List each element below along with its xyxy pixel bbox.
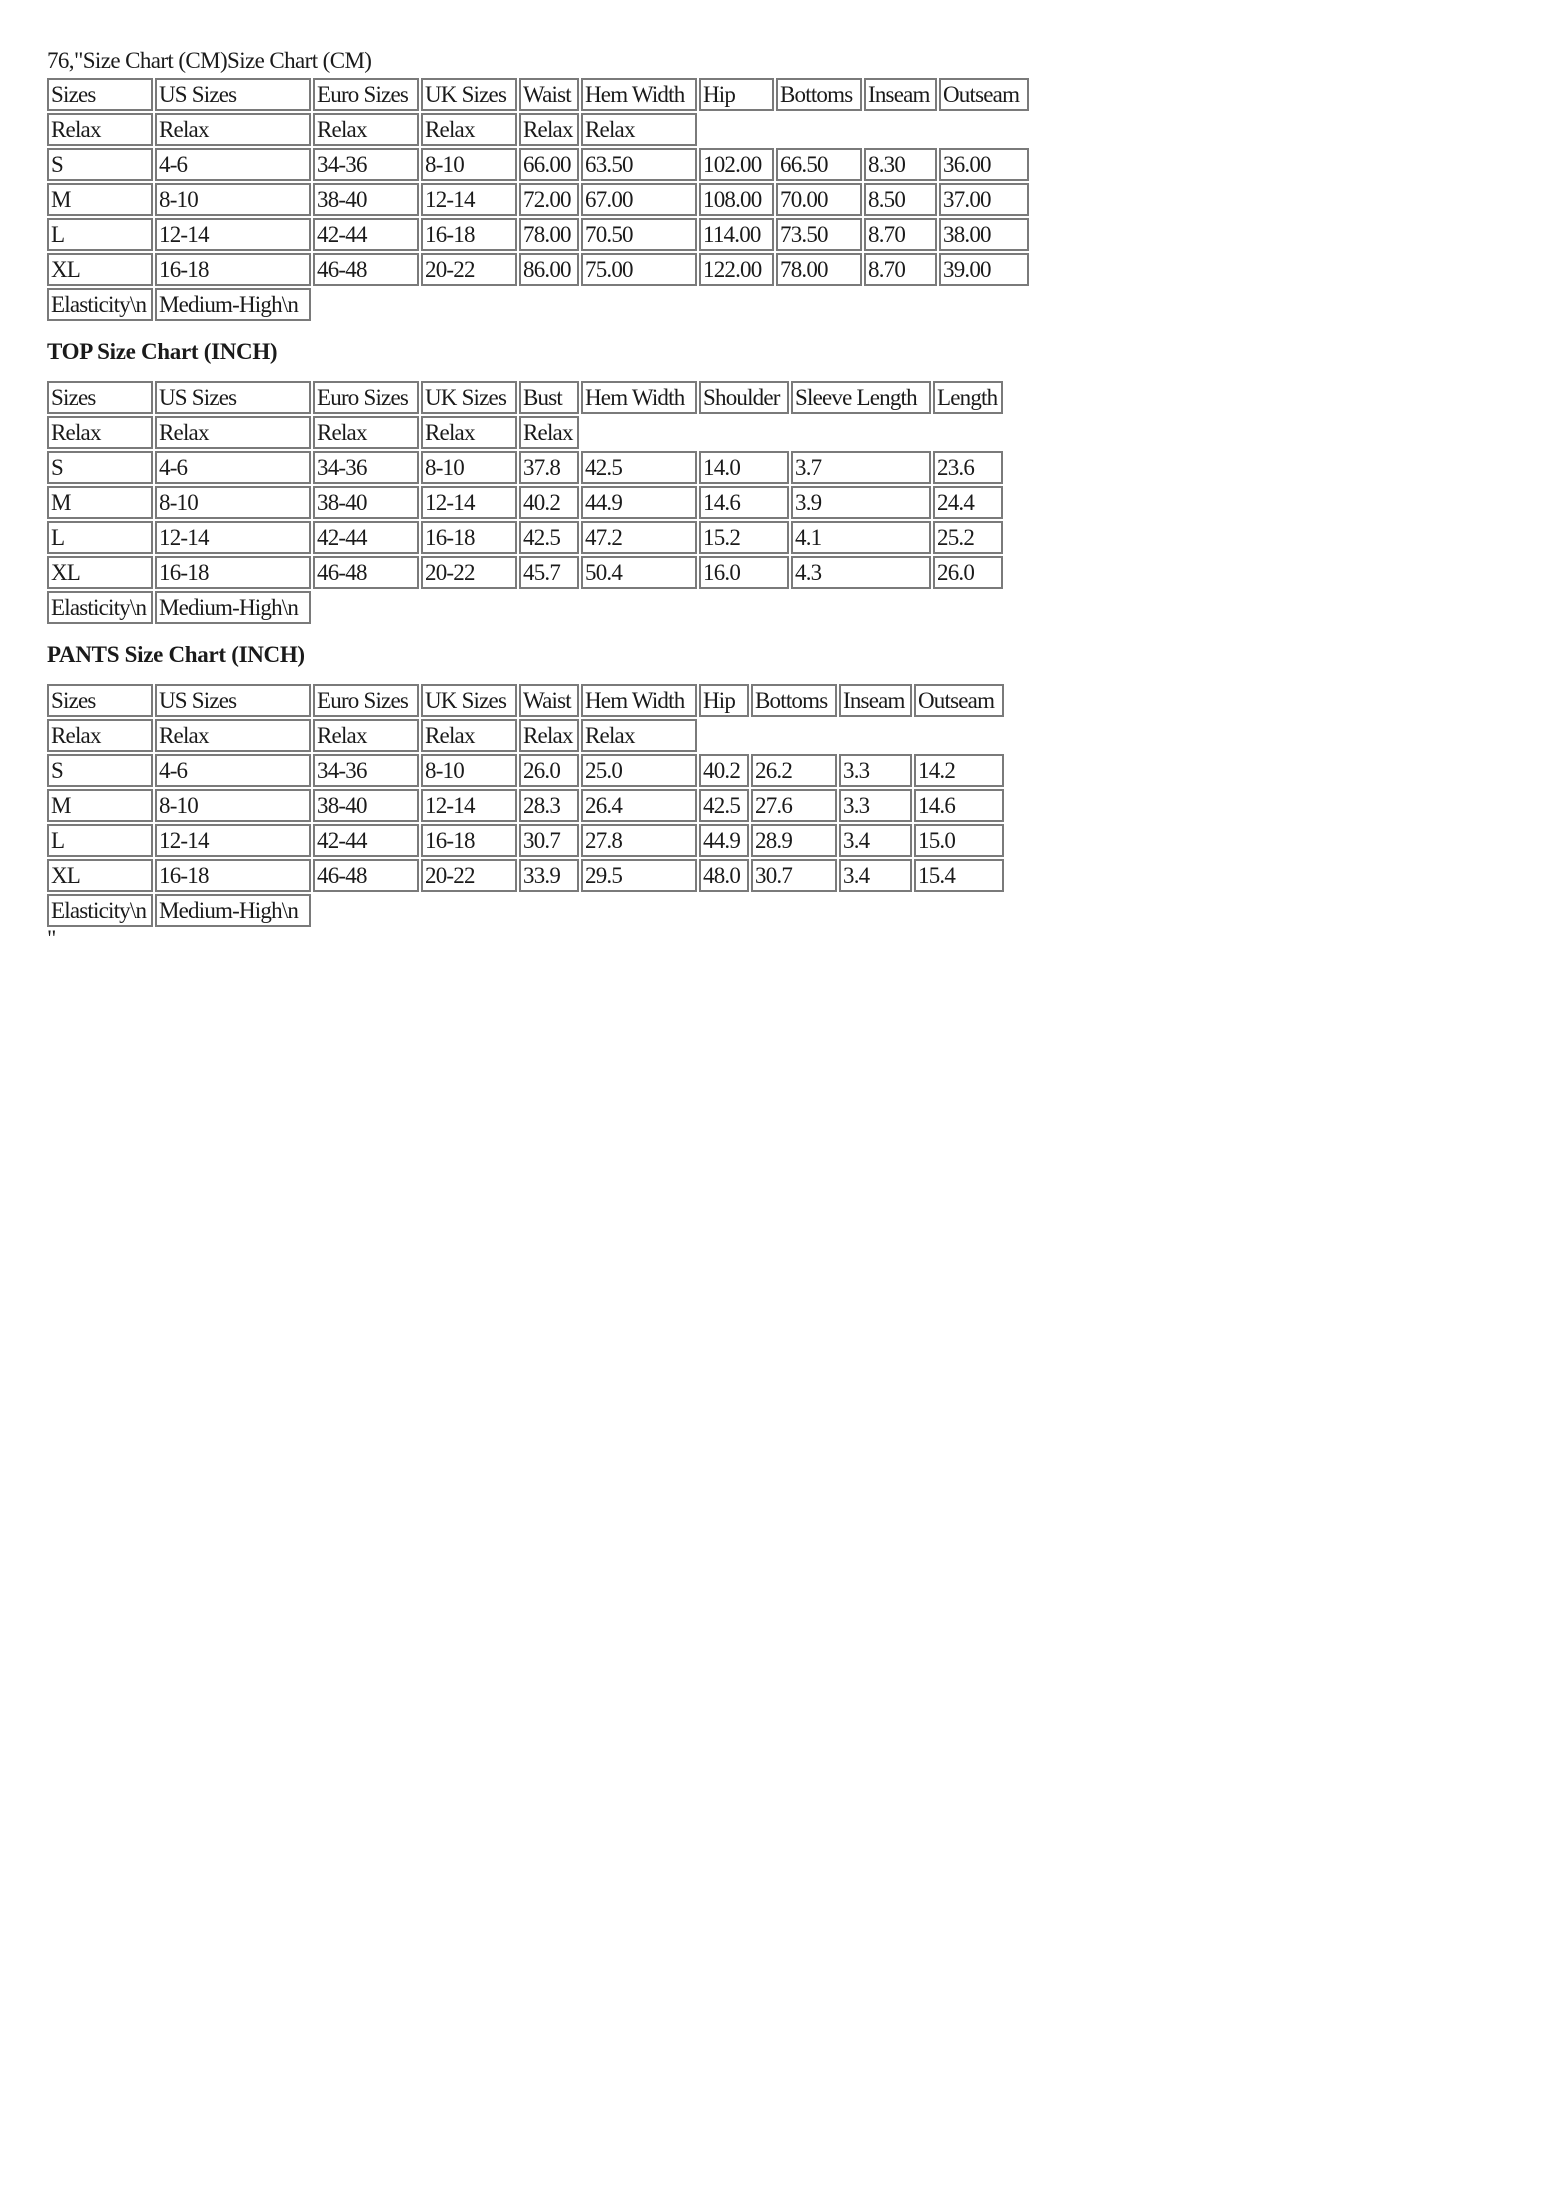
- table-cell: 8-10: [155, 789, 311, 822]
- table-cell: 78.00: [519, 218, 579, 251]
- section-title: PANTS Size Chart (INCH): [47, 642, 305, 667]
- table-cell: 3.4: [839, 859, 912, 892]
- table-cell: Relax: [155, 113, 311, 146]
- table-cell: 8.70: [864, 218, 937, 251]
- table-cell: US Sizes: [155, 381, 311, 414]
- table-cell: 26.4: [581, 789, 697, 822]
- table-cell: 48.0: [699, 859, 749, 892]
- table-cell: 16-18: [421, 521, 517, 554]
- table-row: [47, 556, 1003, 589]
- table-elasticity-row: [47, 288, 1029, 321]
- empty-cell: [864, 288, 937, 321]
- table-cell: 24.4: [933, 486, 1003, 519]
- table-cell: XL: [47, 253, 153, 286]
- table-cell: 8.50: [864, 183, 937, 216]
- table-cell: 14.0: [699, 451, 789, 484]
- table-row: [47, 486, 1003, 519]
- empty-cell: [421, 894, 517, 927]
- table-cell: 122.00: [699, 253, 774, 286]
- table-cell: 86.00: [519, 253, 579, 286]
- table-cell: 3.7: [791, 451, 931, 484]
- table-cell: 39.00: [939, 253, 1029, 286]
- table-cell: 42.5: [519, 521, 579, 554]
- empty-cell: [933, 591, 1003, 624]
- empty-cell: [914, 894, 1004, 927]
- table-cell: 102.00: [699, 148, 774, 181]
- table-cell: 4-6: [155, 754, 311, 787]
- table-cell: Hem Width: [581, 381, 697, 414]
- table-cell: Inseam: [839, 684, 912, 717]
- empty-cell: [839, 719, 912, 752]
- empty-cell: [751, 894, 837, 927]
- empty-cell: [519, 591, 579, 624]
- table-cell: 34-36: [313, 754, 419, 787]
- document-page: [47, 46, 1031, 949]
- table-row: [47, 789, 1004, 822]
- table-cell: 44.9: [699, 824, 749, 857]
- table-cell: Elasticity\n: [47, 591, 153, 624]
- table-cell: 70.50: [581, 218, 697, 251]
- table-row: [47, 824, 1004, 857]
- table-cell: Relax: [47, 719, 153, 752]
- table-cell: 8-10: [421, 754, 517, 787]
- table-cell: 12-14: [155, 824, 311, 857]
- empty-cell: [791, 591, 931, 624]
- table-cell: 30.7: [751, 859, 837, 892]
- table-cell: 3.3: [839, 789, 912, 822]
- table-cell: Sizes: [47, 381, 153, 414]
- empty-cell: [581, 591, 697, 624]
- empty-cell: [313, 288, 419, 321]
- table-cell: 73.50: [776, 218, 862, 251]
- table-cell: 50.4: [581, 556, 697, 589]
- table-cell: 38.00: [939, 218, 1029, 251]
- table-cell: 20-22: [421, 556, 517, 589]
- table-cell: Sizes: [47, 78, 153, 111]
- table-cell: Length: [933, 381, 1003, 414]
- table-cell: 15.0: [914, 824, 1004, 857]
- table-cell: 16-18: [155, 556, 311, 589]
- table-cell: 8.30: [864, 148, 937, 181]
- table-cell: 70.00: [776, 183, 862, 216]
- table-cell: 26.0: [519, 754, 579, 787]
- empty-cell: [699, 113, 774, 146]
- empty-cell: [519, 894, 579, 927]
- table-cell: S: [47, 148, 153, 181]
- size-chart-section: [47, 76, 1031, 323]
- table-cell: 8-10: [421, 451, 517, 484]
- table-cell: 66.50: [776, 148, 862, 181]
- table-cell: Relax: [421, 416, 517, 449]
- table-cell: 28.9: [751, 824, 837, 857]
- table-cell: Relax: [47, 113, 153, 146]
- trailing-quote: ": [47, 926, 57, 951]
- table-cell: 8-10: [155, 183, 311, 216]
- table-elasticity-row: [47, 591, 1003, 624]
- table-cell: Sizes: [47, 684, 153, 717]
- table-cell: 38-40: [313, 183, 419, 216]
- table-cell: US Sizes: [155, 78, 311, 111]
- size-chart-table: [45, 682, 1006, 929]
- size-chart-tables: [47, 76, 1031, 929]
- table-cell: Relax: [581, 719, 697, 752]
- table-cell: UK Sizes: [421, 381, 517, 414]
- table-cell: 45.7: [519, 556, 579, 589]
- size-chart-section: [47, 337, 1031, 626]
- table-cell: 25.2: [933, 521, 1003, 554]
- table-cell: 75.00: [581, 253, 697, 286]
- table-cell: Hem Width: [581, 684, 697, 717]
- table-cell: Relax: [519, 113, 579, 146]
- table-row: [47, 148, 1029, 181]
- table-relax-row: [47, 416, 1003, 449]
- table-cell: Relax: [313, 416, 419, 449]
- table-header-row: [47, 78, 1029, 111]
- table-cell: 38-40: [313, 486, 419, 519]
- table-cell: Elasticity\n: [47, 288, 153, 321]
- table-cell: L: [47, 218, 153, 251]
- table-cell: 12-14: [421, 486, 517, 519]
- table-cell: 4-6: [155, 451, 311, 484]
- table-cell: 12-14: [421, 183, 517, 216]
- empty-cell: [421, 591, 517, 624]
- table-cell: 28.3: [519, 789, 579, 822]
- table-cell: Sleeve Length: [791, 381, 931, 414]
- table-cell: 46-48: [313, 253, 419, 286]
- table-cell: 4.1: [791, 521, 931, 554]
- table-cell: 29.5: [581, 859, 697, 892]
- table-row: [47, 521, 1003, 554]
- table-row: [47, 451, 1003, 484]
- table-cell: 46-48: [313, 859, 419, 892]
- table-cell: 20-22: [421, 859, 517, 892]
- table-cell: Relax: [313, 719, 419, 752]
- table-cell: Bottoms: [776, 78, 862, 111]
- table-cell: Hip: [699, 78, 774, 111]
- table-cell: 40.2: [519, 486, 579, 519]
- table-cell: 33.9: [519, 859, 579, 892]
- table-cell: 8-10: [155, 486, 311, 519]
- table-cell: 38-40: [313, 789, 419, 822]
- empty-cell: [939, 288, 1029, 321]
- table-cell: Outseam: [939, 78, 1029, 111]
- table-elasticity-row: [47, 894, 1004, 927]
- table-cell: 4-6: [155, 148, 311, 181]
- table-cell: 15.4: [914, 859, 1004, 892]
- table-cell: 66.00: [519, 148, 579, 181]
- table-cell: 46-48: [313, 556, 419, 589]
- table-cell: Relax: [421, 113, 517, 146]
- table-cell: 3.3: [839, 754, 912, 787]
- table-row: [47, 253, 1029, 286]
- table-cell: 27.6: [751, 789, 837, 822]
- table-cell: 16-18: [155, 253, 311, 286]
- table-cell: 8.70: [864, 253, 937, 286]
- empty-cell: [581, 288, 697, 321]
- table-cell: 16.0: [699, 556, 789, 589]
- empty-cell: [933, 416, 1003, 449]
- table-row: [47, 754, 1004, 787]
- table-relax-row: [47, 113, 1029, 146]
- table-row: [47, 218, 1029, 251]
- table-cell: M: [47, 789, 153, 822]
- table-cell: 72.00: [519, 183, 579, 216]
- empty-cell: [699, 894, 749, 927]
- table-cell: 34-36: [313, 148, 419, 181]
- table-cell: 8-10: [421, 148, 517, 181]
- table-cell: 42.5: [699, 789, 749, 822]
- table-cell: 30.7: [519, 824, 579, 857]
- table-cell: Relax: [313, 113, 419, 146]
- empty-cell: [699, 288, 774, 321]
- table-cell: 36.00: [939, 148, 1029, 181]
- table-cell: S: [47, 451, 153, 484]
- table-cell: 12-14: [155, 521, 311, 554]
- table-cell: Medium-High\n: [155, 591, 311, 624]
- empty-cell: [776, 288, 862, 321]
- size-chart-section: [47, 640, 1031, 929]
- size-chart-table: [45, 379, 1005, 626]
- table-cell: Medium-High\n: [155, 894, 311, 927]
- empty-cell: [421, 288, 517, 321]
- table-cell: 114.00: [699, 218, 774, 251]
- table-cell: 37.00: [939, 183, 1029, 216]
- table-cell: Waist: [519, 684, 579, 717]
- table-cell: Relax: [155, 416, 311, 449]
- empty-cell: [939, 113, 1029, 146]
- table-cell: 67.00: [581, 183, 697, 216]
- table-cell: Relax: [581, 113, 697, 146]
- table-cell: L: [47, 824, 153, 857]
- table-cell: 23.6: [933, 451, 1003, 484]
- table-cell: 42-44: [313, 218, 419, 251]
- table-cell: 16-18: [155, 859, 311, 892]
- table-cell: 42-44: [313, 521, 419, 554]
- table-cell: 12-14: [155, 218, 311, 251]
- table-cell: Elasticity\n: [47, 894, 153, 927]
- table-cell: 47.2: [581, 521, 697, 554]
- table-cell: UK Sizes: [421, 684, 517, 717]
- table-cell: 42-44: [313, 824, 419, 857]
- table-cell: Bust: [519, 381, 579, 414]
- table-cell: Hip: [699, 684, 749, 717]
- table-cell: Euro Sizes: [313, 684, 419, 717]
- header-line: 76,"Size Chart (CM)Size Chart (CM): [47, 48, 372, 73]
- empty-cell: [699, 719, 749, 752]
- table-cell: 78.00: [776, 253, 862, 286]
- table-cell: 14.6: [914, 789, 1004, 822]
- table-cell: 15.2: [699, 521, 789, 554]
- table-cell: 42.5: [581, 451, 697, 484]
- empty-cell: [581, 416, 697, 449]
- table-cell: Euro Sizes: [313, 78, 419, 111]
- table-cell: 26.0: [933, 556, 1003, 589]
- empty-cell: [914, 719, 1004, 752]
- empty-cell: [751, 719, 837, 752]
- table-cell: Shoulder: [699, 381, 789, 414]
- empty-cell: [581, 894, 697, 927]
- table-cell: L: [47, 521, 153, 554]
- empty-cell: [839, 894, 912, 927]
- empty-cell: [776, 113, 862, 146]
- table-cell: 20-22: [421, 253, 517, 286]
- table-cell: 14.6: [699, 486, 789, 519]
- table-cell: M: [47, 486, 153, 519]
- empty-cell: [519, 288, 579, 321]
- table-cell: Relax: [47, 416, 153, 449]
- table-cell: 12-14: [421, 789, 517, 822]
- table-cell: 3.4: [839, 824, 912, 857]
- size-chart-table: [45, 76, 1031, 323]
- table-cell: 63.50: [581, 148, 697, 181]
- table-cell: S: [47, 754, 153, 787]
- table-cell: 108.00: [699, 183, 774, 216]
- table-cell: Relax: [519, 416, 579, 449]
- table-cell: 3.9: [791, 486, 931, 519]
- table-cell: Relax: [421, 719, 517, 752]
- table-header-row: [47, 381, 1003, 414]
- table-cell: Relax: [155, 719, 311, 752]
- table-cell: 16-18: [421, 218, 517, 251]
- empty-cell: [864, 113, 937, 146]
- table-cell: 37.8: [519, 451, 579, 484]
- table-cell: 4.3: [791, 556, 931, 589]
- table-cell: 40.2: [699, 754, 749, 787]
- table-header-row: [47, 684, 1004, 717]
- table-cell: Waist: [519, 78, 579, 111]
- table-cell: 16-18: [421, 824, 517, 857]
- table-cell: Euro Sizes: [313, 381, 419, 414]
- table-cell: M: [47, 183, 153, 216]
- table-cell: Outseam: [914, 684, 1004, 717]
- empty-cell: [699, 416, 789, 449]
- table-cell: 44.9: [581, 486, 697, 519]
- table-cell: UK Sizes: [421, 78, 517, 111]
- table-cell: Hem Width: [581, 78, 697, 111]
- table-row: [47, 859, 1004, 892]
- table-row: [47, 183, 1029, 216]
- table-cell: Inseam: [864, 78, 937, 111]
- table-relax-row: [47, 719, 1004, 752]
- empty-cell: [313, 591, 419, 624]
- table-cell: 27.8: [581, 824, 697, 857]
- empty-cell: [699, 591, 789, 624]
- table-cell: Relax: [519, 719, 579, 752]
- table-cell: XL: [47, 556, 153, 589]
- table-cell: 25.0: [581, 754, 697, 787]
- empty-cell: [791, 416, 931, 449]
- table-cell: 34-36: [313, 451, 419, 484]
- table-cell: US Sizes: [155, 684, 311, 717]
- table-cell: 14.2: [914, 754, 1004, 787]
- table-cell: 26.2: [751, 754, 837, 787]
- section-title: TOP Size Chart (INCH): [47, 339, 278, 364]
- table-cell: XL: [47, 859, 153, 892]
- empty-cell: [313, 894, 419, 927]
- table-cell: Bottoms: [751, 684, 837, 717]
- table-cell: Medium-High\n: [155, 288, 311, 321]
